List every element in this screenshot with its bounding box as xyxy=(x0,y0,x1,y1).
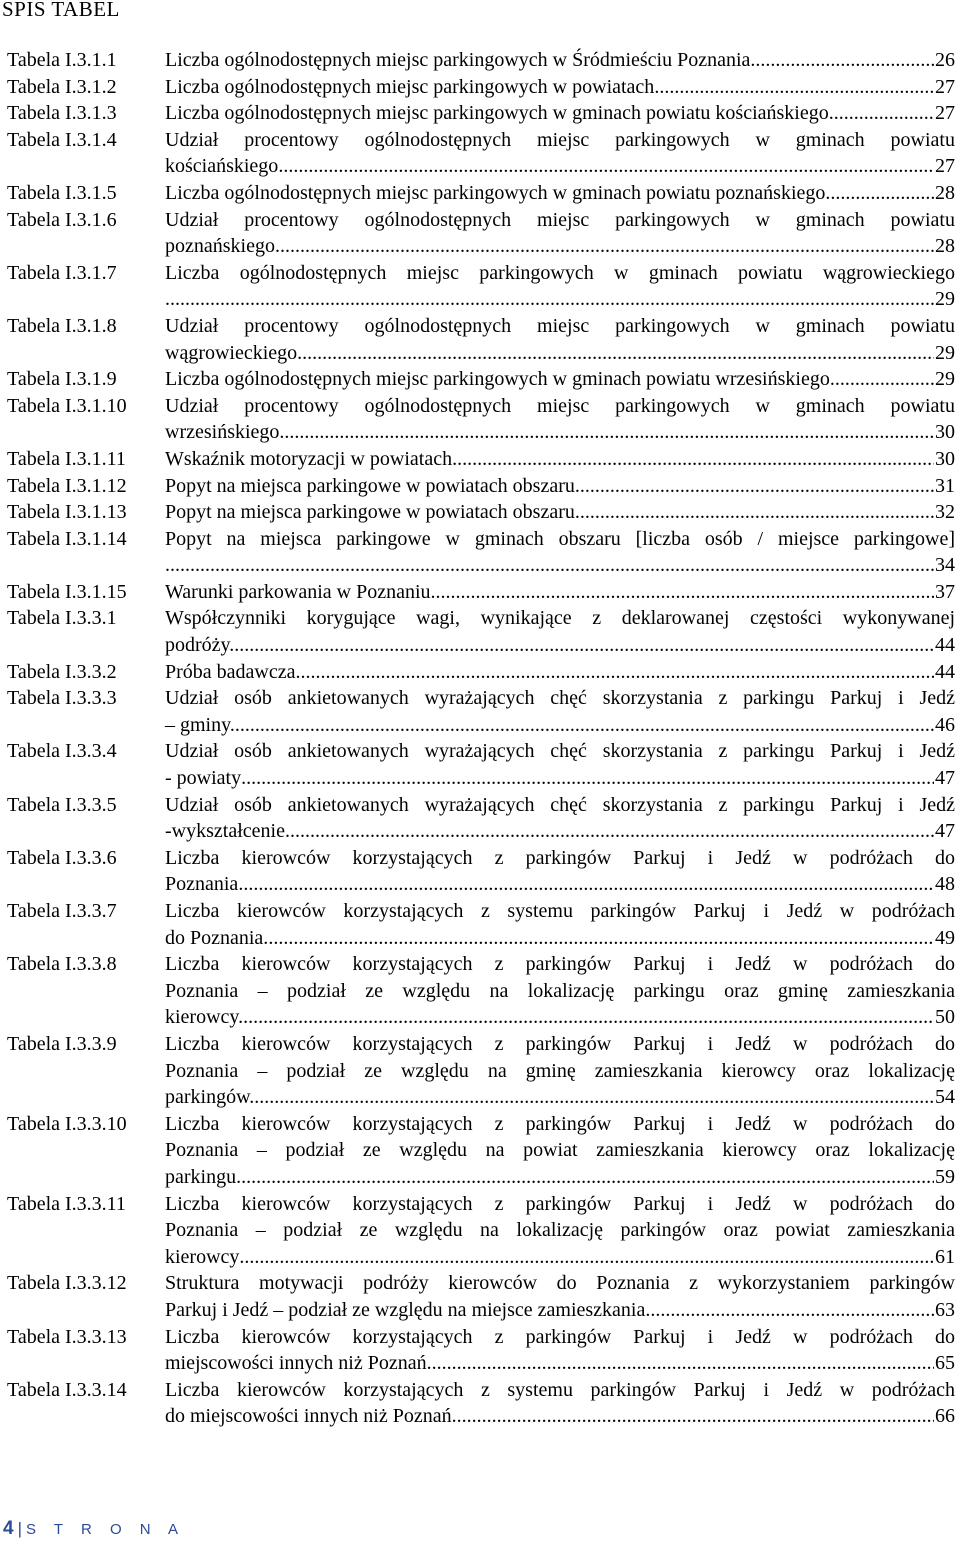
toc-leader-dots xyxy=(452,1403,934,1430)
page-footer xyxy=(3,1518,185,1540)
toc-entry[interactable] xyxy=(7,473,955,500)
toc-entry-page: 54 xyxy=(935,1086,955,1109)
toc-entry-page: 31 xyxy=(935,474,955,497)
toc-entry[interactable] xyxy=(7,1377,955,1430)
toc-leader-dots xyxy=(165,552,934,579)
toc-entry[interactable] xyxy=(7,180,955,207)
toc-entry-label: Tabela I.3.1.3 xyxy=(7,102,117,125)
toc-entry-title-line: Popyt na miejsca parkingowe w powiatach obszaru xyxy=(165,501,575,524)
toc-entry-label: Tabela I.3.1.4 xyxy=(7,128,117,151)
toc-entry[interactable] xyxy=(7,446,955,473)
toc-leader-dots xyxy=(290,818,934,845)
toc-leader-dots xyxy=(654,74,934,101)
toc-entry-page: 28 xyxy=(935,181,955,204)
toc-entry-page: 37 xyxy=(935,580,955,603)
toc-entry-title-line: Poznania – podział ze względu na lokalizację parkingów oraz powiat zamieszkania xyxy=(165,1219,955,1242)
toc-entry-title-line: Liczba ogólnodostępnych miejsc parkingowych w Śródmieściu Poznania xyxy=(165,49,751,71)
toc-entry-title-line: Poznania – podział ze względu na lokalizację parkingu oraz gminę zamieszkania xyxy=(165,979,955,1002)
toc-entry-title-line: Liczba kierowców korzystających z parkingów Parkuj i Jedź w podróżach do xyxy=(165,1032,955,1055)
toc-entry-title-line: Udział osób ankietowanych wyrażających chęć skorzystania z parkingu Parkuj i Jedź xyxy=(165,793,955,816)
toc-entry[interactable] xyxy=(7,47,955,74)
toc-entry-title-line: Liczba ogólnodostępnych miejsc parkingowych w gminach powiatu wągrowieckiego xyxy=(165,261,955,284)
toc-leader-dots xyxy=(575,473,934,500)
toc-entry-label: Tabela I.3.3.12 xyxy=(7,1272,127,1295)
toc-entry-label: Tabela I.3.1.7 xyxy=(7,261,117,284)
footer-separator: | xyxy=(17,1519,22,1538)
toc-entry-label: Tabela I.3.1.6 xyxy=(7,208,117,231)
toc-entry-page: 66 xyxy=(935,1405,955,1428)
toc-entry-page: 30 xyxy=(935,421,955,444)
toc-entry[interactable] xyxy=(7,792,955,845)
toc-entry-label: Tabela I.3.1.2 xyxy=(7,75,117,98)
toc-entry[interactable] xyxy=(7,579,955,606)
toc-entry-label: Tabela I.3.3.8 xyxy=(7,953,117,976)
toc-leader-dots xyxy=(235,712,934,739)
toc-entry-page: 27 xyxy=(935,75,955,98)
toc-entry[interactable] xyxy=(7,951,955,1031)
toc-entry-page: 59 xyxy=(935,1165,955,1188)
toc-leader-dots xyxy=(241,765,934,792)
toc-entry-page: 32 xyxy=(935,501,955,524)
toc-entry-label: Tabela I.3.1.10 xyxy=(7,394,127,417)
toc-entry-label: Tabela I.3.3.11 xyxy=(7,1192,126,1215)
toc-entry-label: Tabela I.3.3.2 xyxy=(7,660,117,683)
toc-entry-page: 47 xyxy=(935,767,955,790)
toc-entry-title-line: Liczba kierowców korzystających z parkingów Parkuj i Jedź w podróżach do xyxy=(165,846,955,869)
toc-leader-dots xyxy=(427,1350,934,1377)
toc-leader-dots xyxy=(750,47,934,74)
toc-entry-title-line: Liczba kierowców korzystających z parkingów Parkuj i Jedź w podróżach do xyxy=(165,1192,955,1215)
toc-entry[interactable] xyxy=(7,127,955,180)
toc-entry-title-line: Liczba ogólnodostępnych miejsc parkingowych w powiatach xyxy=(165,75,655,98)
table-of-contents xyxy=(7,47,955,1430)
toc-entry-label: Tabela I.3.3.5 xyxy=(7,793,117,816)
toc-entry[interactable] xyxy=(7,898,955,951)
toc-entry-title-line: Warunki parkowania w Poznaniu xyxy=(165,580,431,603)
toc-entry-page: 61 xyxy=(935,1245,955,1268)
toc-entry-title-line: Liczba kierowców korzystających z parkingów Parkuj i Jedź w podróżach do xyxy=(165,1112,955,1135)
toc-entry-title-line: – gminy. xyxy=(165,713,235,736)
toc-entry-page: 63 xyxy=(935,1298,955,1321)
toc-entry-label: Tabela I.3.3.3 xyxy=(7,687,117,710)
toc-entry-label: Tabela I.3.1.5 xyxy=(7,181,117,204)
toc-entry-page: 34 xyxy=(935,554,955,577)
toc-leader-dots xyxy=(243,1004,934,1031)
toc-entry-label: Tabela I.3.1.14 xyxy=(7,527,127,550)
toc-leader-dots xyxy=(239,1244,934,1271)
toc-entry[interactable] xyxy=(7,605,955,658)
toc-entry-title-line: Liczba kierowców korzystających z parkingów Parkuj i Jedź w podróżach do xyxy=(165,953,955,976)
toc-entry-title-line: Liczba kierowców korzystających z systemu parkingów Parkuj i Jedź w podróżach xyxy=(165,1378,955,1401)
toc-leader-dots xyxy=(165,286,934,313)
toc-leader-dots xyxy=(829,100,934,127)
toc-entry-title-line: Liczba kierowców korzystających z parkingów Parkuj i Jedź w podróżach do xyxy=(165,1325,955,1348)
toc-entry-title-line: kierowcy. xyxy=(165,1006,244,1029)
toc-entry-page: 47 xyxy=(935,820,955,843)
toc-entry-label: Tabela I.3.3.9 xyxy=(7,1032,117,1055)
toc-leader-dots xyxy=(297,340,934,367)
toc-entry[interactable] xyxy=(7,659,955,686)
toc-leader-dots xyxy=(234,632,934,659)
toc-entry-title-line: poznańskiego xyxy=(165,235,275,258)
toc-entry[interactable] xyxy=(7,260,955,313)
toc-entry[interactable] xyxy=(7,1324,955,1377)
toc-entry-page: 46 xyxy=(935,713,955,736)
toc-leader-dots xyxy=(279,419,934,446)
toc-leader-dots xyxy=(278,153,934,180)
toc-entry[interactable] xyxy=(7,685,955,738)
toc-entry[interactable] xyxy=(7,845,955,898)
toc-entry-title-line: Udział procentowy ogólnodostępnych miejsc parkingowych w gminach powiatu xyxy=(165,394,955,417)
toc-entry-title-line: Próba badawcza. xyxy=(165,660,301,683)
toc-entry-title-line: parkingów. xyxy=(165,1086,255,1109)
footer-label: S T R O N A xyxy=(26,1521,185,1538)
toc-entry-title-line: do miejscowości innych niż Poznań xyxy=(165,1405,452,1428)
toc-leader-dots xyxy=(825,180,934,207)
toc-entry-title-line: Udział osób ankietowanych wyrażających chęć skorzystania z parkingu Parkuj i Jedź xyxy=(165,740,955,763)
toc-entry-page: 44 xyxy=(935,634,955,657)
toc-leader-dots xyxy=(452,446,934,473)
toc-entry-title-line: wągrowieckiego xyxy=(165,341,298,364)
toc-entry-page: 26 xyxy=(935,49,955,71)
toc-entry[interactable] xyxy=(7,738,955,791)
toc-entry-label: Tabela I.3.1.13 xyxy=(7,501,127,524)
toc-entry-title-line: parkingu. xyxy=(165,1165,242,1188)
toc-leader-dots xyxy=(301,659,935,686)
toc-entry-label: Tabela I.3.1.11 xyxy=(7,447,126,470)
toc-entry-title-line: kierowcy xyxy=(165,1245,240,1268)
toc-entry-title-line: Liczba ogólnodostępnych miejsc parkingowych w gminach powiatu poznańskiego xyxy=(165,181,826,204)
toc-entry-label: Tabela I.3.1.15 xyxy=(7,580,127,603)
toc-leader-dots xyxy=(238,871,934,898)
toc-entry-title-line: Liczba ogólnodostępnych miejsc parkingowych w gminach powiatu kościańskiego xyxy=(165,102,829,125)
toc-entry-title-line: Popyt na miejsca parkingowe w gminach obszaru [liczba osób / miejsce parkingowe] xyxy=(165,527,955,550)
toc-entry-page: 49 xyxy=(935,926,955,949)
toc-entry-page: 27 xyxy=(935,155,955,178)
toc-entry-title-line: Struktura motywacji podróży kierowców do Poznania z wykorzystaniem parkingów xyxy=(165,1272,955,1295)
toc-leader-dots xyxy=(645,1297,934,1324)
toc-entry-title-line: Parkuj i Jedź – podział ze względu na miejsce zamieszkania xyxy=(165,1298,646,1321)
toc-entry-title-line: Udział procentowy ogólnodostępnych miejsc parkingowych w gminach powiatu xyxy=(165,314,955,337)
toc-entry-title-line: Liczba ogólnodostępnych miejsc parkingowych w gminach powiatu wrzesińskiego xyxy=(165,368,830,391)
toc-entry-title-line: Poznania xyxy=(165,873,239,896)
toc-entry-label: Tabela I.3.3.7 xyxy=(7,900,117,922)
toc-leader-dots xyxy=(431,579,934,606)
toc-entry-title-line: - powiaty xyxy=(165,767,242,790)
toc-entry-title-line: Liczba kierowców korzystających z systemu parkingów Parkuj i Jedź w podróżach xyxy=(165,900,955,922)
toc-entry-page: 29 xyxy=(935,288,955,311)
toc-entry-label: Tabela I.3.1.9 xyxy=(7,368,117,391)
toc-entry[interactable] xyxy=(7,1031,955,1111)
toc-entry-label: Tabela I.3.3.6 xyxy=(7,846,117,869)
toc-entry-title-line: podróży. xyxy=(165,634,235,657)
toc-entry[interactable] xyxy=(7,1191,955,1271)
toc-entry-title-line: kościańskiego xyxy=(165,155,279,178)
toc-entry-page: 27 xyxy=(935,102,955,125)
toc-entry-title-line: Popyt na miejsca parkingowe w powiatach obszaru xyxy=(165,474,575,497)
toc-entry-label: Tabela I.3.1.12 xyxy=(7,474,127,497)
toc-entry-label: Tabela I.3.3.14 xyxy=(7,1378,127,1401)
toc-leader-dots xyxy=(268,925,934,952)
toc-entry-title-line: Wskaźnik motoryzacji w powiatach xyxy=(165,447,453,470)
toc-entry-page: 50 xyxy=(935,1006,955,1029)
toc-entry[interactable] xyxy=(7,1270,955,1323)
toc-entry-title-line: miejscowości innych niż Poznań xyxy=(165,1352,427,1375)
toc-leader-dots xyxy=(241,1164,934,1191)
toc-entry-page: 30 xyxy=(935,447,955,470)
toc-leader-dots xyxy=(830,366,934,393)
toc-entry[interactable] xyxy=(7,313,955,366)
toc-leader-dots xyxy=(254,1084,934,1111)
toc-entry-label: Tabela I.3.1.1 xyxy=(7,49,117,71)
toc-entry-title-line: Udział procentowy ogólnodostępnych miejsc parkingowych w gminach powiatu xyxy=(165,128,955,151)
toc-entry-title-line: -wykształcenie. xyxy=(165,820,290,843)
toc-entry[interactable] xyxy=(7,74,955,101)
toc-entry-label: Tabela I.3.3.4 xyxy=(7,740,117,763)
toc-entry-label: Tabela I.3.3.10 xyxy=(7,1112,127,1135)
toc-entry[interactable] xyxy=(7,366,955,393)
toc-entry-page: 44 xyxy=(935,660,955,683)
toc-entry-label: Tabela I.3.3.1 xyxy=(7,607,117,630)
page-title: SPIS TABEL xyxy=(2,0,120,21)
toc-entry-title-line: Poznania – podział ze względu na powiat zamieszkania kierowcy oraz lokalizację xyxy=(165,1139,955,1162)
toc-entry-title-line: do Poznania. xyxy=(165,926,269,949)
toc-entry[interactable] xyxy=(7,393,955,446)
page-number: 4 xyxy=(3,1518,14,1539)
toc-entry-title-line: Udział procentowy ogólnodostępnych miejsc parkingowych w gminach powiatu xyxy=(165,208,955,231)
toc-entry[interactable] xyxy=(7,526,955,579)
toc-leader-dots xyxy=(275,233,934,260)
toc-entry-label: Tabela I.3.3.13 xyxy=(7,1325,127,1348)
toc-entry-page: 65 xyxy=(935,1352,955,1375)
toc-entry-page: 48 xyxy=(935,873,955,896)
toc-entry-page: 29 xyxy=(935,341,955,364)
toc-leader-dots xyxy=(575,499,934,526)
toc-entry-title-line: Współczynniki korygujące wagi, wynikające z deklarowanej częstości wykonywanej xyxy=(165,607,955,630)
toc-entry-title-line: wrzesińskiego xyxy=(165,421,280,444)
toc-entry[interactable] xyxy=(7,1111,955,1191)
toc-entry[interactable] xyxy=(7,100,955,127)
toc-entry[interactable] xyxy=(7,207,955,260)
toc-entry-label: Tabela I.3.1.8 xyxy=(7,314,117,337)
toc-entry-title-line: Udział osób ankietowanych wyrażających chęć skorzystania z parkingu Parkuj i Jedź xyxy=(165,687,955,710)
toc-entry-page: 28 xyxy=(935,235,955,258)
toc-entry-title-line: Poznania – podział ze względu na gminę zamieszkania kierowcy oraz lokalizację xyxy=(165,1059,955,1082)
toc-entry[interactable] xyxy=(7,499,955,526)
toc-entry-page: 29 xyxy=(935,368,955,391)
